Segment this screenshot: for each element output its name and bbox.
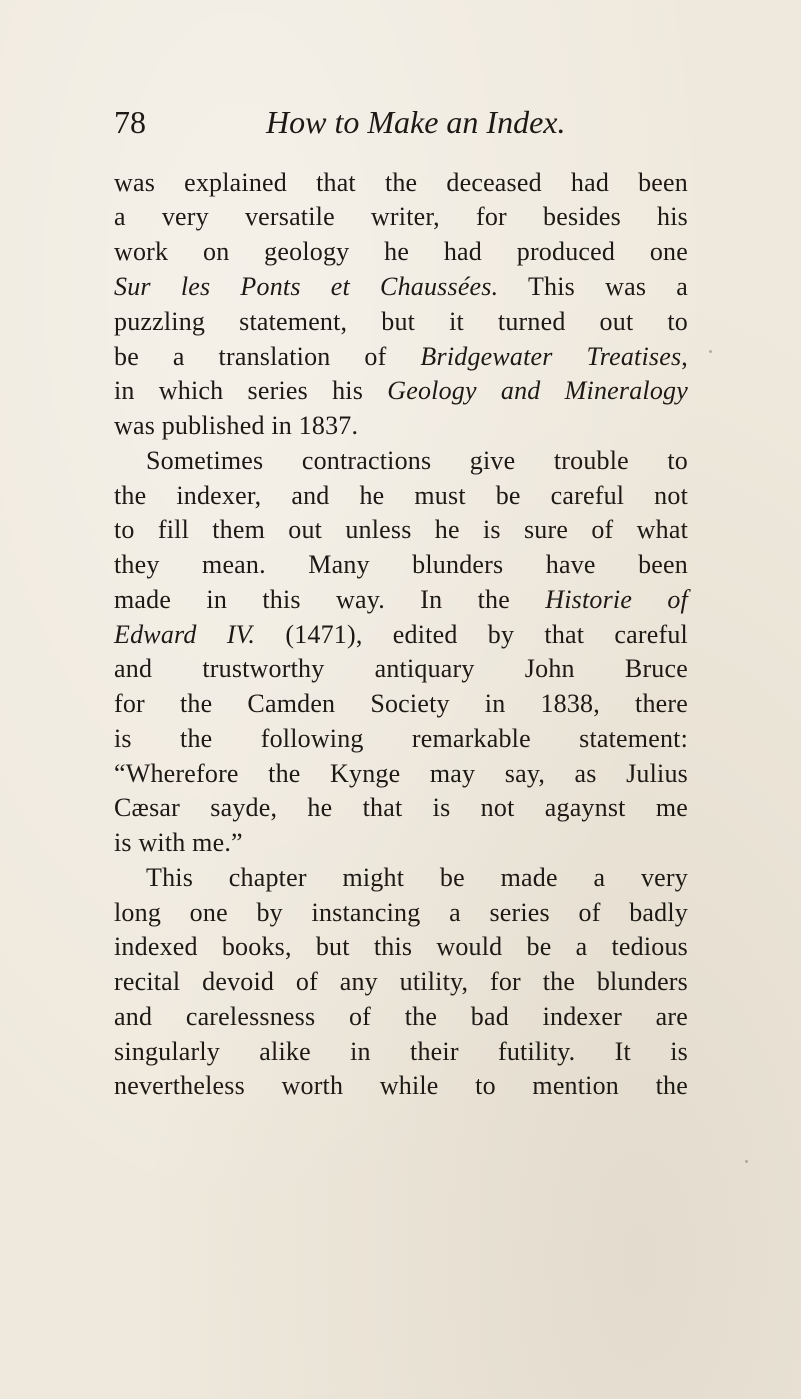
text-line: be a translation of Bridgewater Treatises, (114, 342, 688, 371)
text-line: singularly alike in their futility. It is (114, 1037, 688, 1066)
text-line: they mean. Many blunders have been (114, 550, 688, 579)
text-line: indexed books, but this would be a tedious (114, 932, 688, 961)
text-line: nevertheless worth while to mention the (114, 1071, 688, 1100)
italic-title: Bridgewater Treatises (420, 342, 682, 371)
paper-speck (745, 1160, 748, 1163)
text-line: a very versatile writer, for besides his (114, 202, 688, 231)
text-line: Sometimes contractions give trouble to (146, 446, 688, 475)
text-line: This chapter might be made a very (146, 863, 688, 892)
running-head: How to Make an Index. (266, 104, 566, 140)
italic-title: Edward IV. (114, 620, 256, 649)
page-number: 78 (114, 104, 146, 140)
text-line: is with me.” (114, 828, 243, 857)
text-line: puzzling statement, but it turned out to (114, 307, 688, 336)
text-line: and carelessness of the bad indexer are (114, 1002, 688, 1031)
paper-speck (709, 350, 712, 353)
text-line: in which series his Geology and Mineralogy (114, 376, 688, 405)
text-line: and trustworthy antiquary John Bruce (114, 654, 688, 683)
text-line: the indexer, and he must be careful not (114, 481, 688, 510)
text-line: “Wherefore the Kynge may say, as Julius (114, 759, 688, 788)
text-line: long one by instancing a series of badly (114, 898, 688, 927)
italic-title: Geology and Mineralogy (387, 376, 688, 405)
text-line: was explained that the deceased had been (114, 168, 688, 197)
italic-title: Sur les Ponts et Chaussées. (114, 272, 499, 301)
text-line: is the following remarkable statement: (114, 724, 688, 753)
text-line: made in this way. In the Historie of (114, 585, 688, 614)
text-line: Edward IV. (1471), edited by that careful (114, 620, 688, 649)
text-line: for the Camden Society in 1838, there (114, 689, 688, 718)
text-line: to fill them out unless he is sure of what (114, 515, 688, 544)
text-line: was published in 1837. (114, 411, 359, 440)
text-line: Sur les Ponts et Chaussées. This was a (114, 272, 688, 301)
text-line: recital devoid of any utility, for the blunders (114, 967, 688, 996)
italic-title: Historie of (545, 585, 688, 614)
text-line: work on geology he had produced one (114, 237, 688, 266)
text-line: Cæsar sayde, he that is not agaynst me (114, 793, 688, 822)
